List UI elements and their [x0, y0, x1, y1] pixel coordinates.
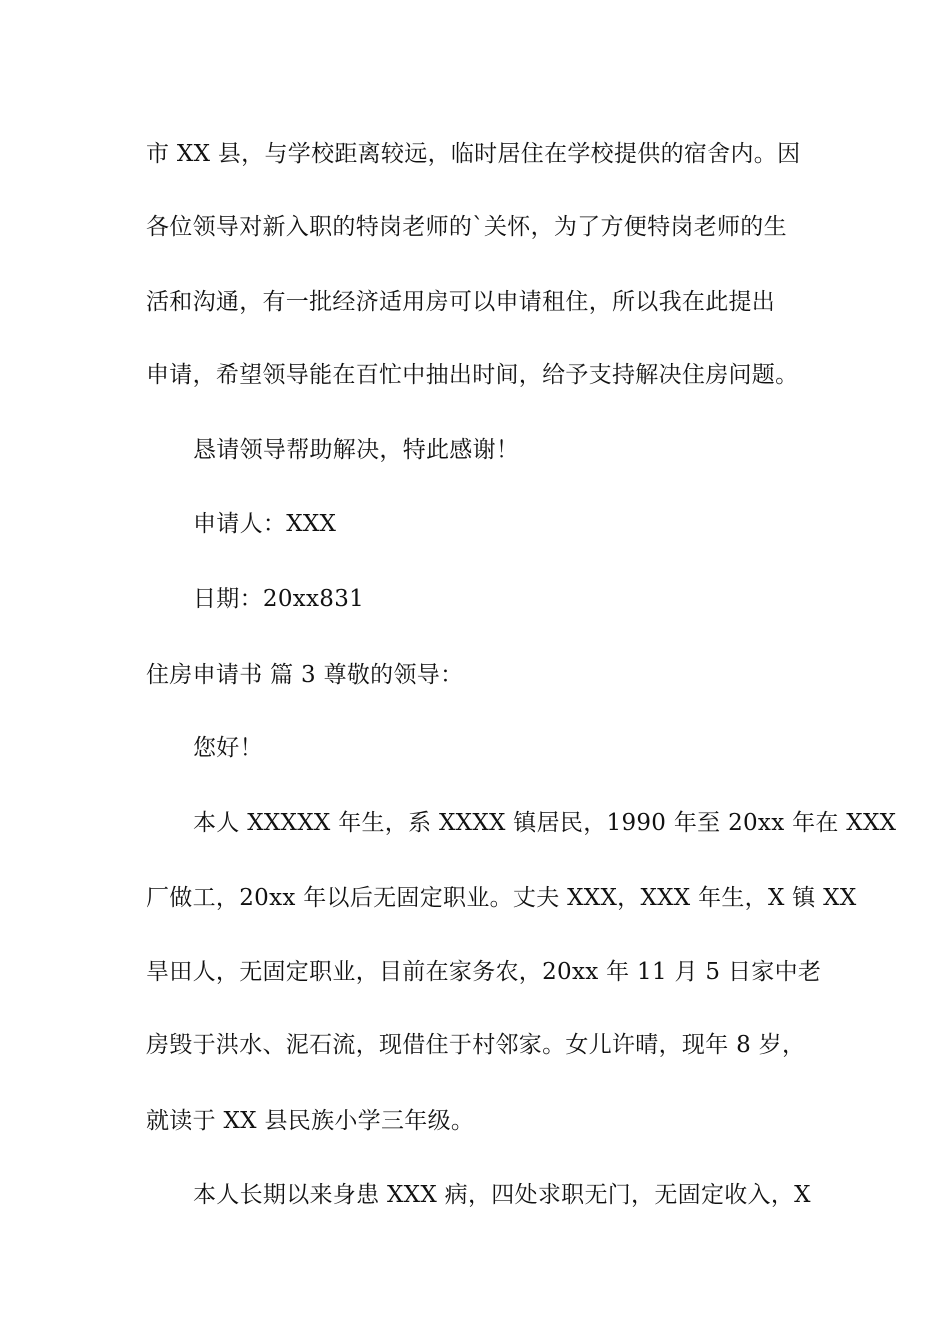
- greeting-line: 您好！: [193, 735, 263, 761]
- closing-request-line: 恳请领导帮助解决，特此感谢！: [193, 437, 520, 463]
- body-text-line: 市 XX 县，与学校距离较远，临时居住在学校提供的宿舍内。因: [146, 141, 801, 167]
- body-text-line: 申请，希望领导能在百忙中抽出时间，给予支持解决住房问题。: [146, 362, 799, 388]
- body-text-line: 活和沟通，有一批经济适用房可以申请租住，所以我在此提出: [146, 289, 776, 315]
- date-line: 日期：20xx831: [193, 586, 365, 612]
- body-text-line: 厂做工，20xx 年以后无固定职业。丈夫 XXX，XXX 年生，X 镇 XX: [146, 885, 857, 911]
- section-heading: 住房申请书 篇 3 尊敬的领导：: [146, 662, 464, 688]
- body-text-line: 旱田人，无固定职业，目前在家务农，20xx 年 11 月 5 日家中老: [146, 959, 822, 985]
- body-text-line: 各位领导对新入职的特岗老师的`关怀，为了方便特岗老师的生: [146, 214, 787, 240]
- applicant-signature-line: 申请人：XXX: [193, 511, 337, 537]
- body-text-line: 本人 XXXXX 年生，系 XXXX 镇居民，1990 年至 20xx 年在 XXX: [193, 810, 897, 836]
- body-text-line: 就读于 XX 县民族小学三年级。: [146, 1108, 475, 1134]
- body-text-line: 本人长期以来身患 XXX 病，四处求职无门，无固定收入，X: [193, 1182, 811, 1208]
- body-text-line: 房毁于洪水、泥石流，现借住于村邻家。女儿许晴，现年 8 岁，: [146, 1032, 806, 1058]
